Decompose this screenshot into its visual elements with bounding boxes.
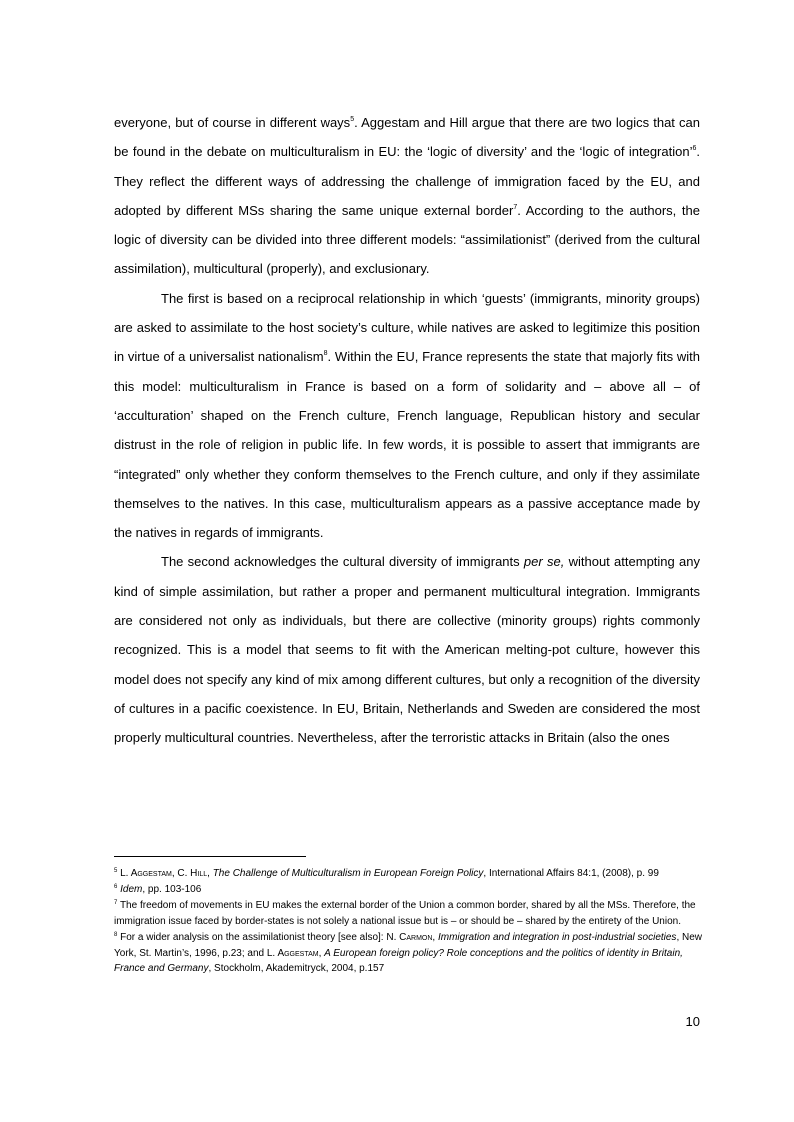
paragraph-3-text-b: without attempting any kind of simple assimilation, but rather a proper and permanent multicultural integration. Immigrants are considered not only as individuals, but there are collective (minority groups) rights commonly recognized. This is a model that seems to fit with the American melting-pot culture, however this model does not specify any kind of mix among different cultures, but only a recognition of the diversity of cultures in a pacific coexistence. In EU, Britain, Netherlands and Sweden are considered the most properly multicultural countries. Nevertheless, after the terroristic attacks in Britain (also the ones: [114, 554, 700, 746]
footnote-ref-5: 5: [350, 116, 355, 123]
paragraph-3-emphasis: per se,: [523, 554, 565, 570]
footnote-separator-text: ,: [318, 947, 325, 959]
footnote-separator-text: ,: [432, 931, 438, 943]
footnote-ref-6: 6: [692, 145, 697, 153]
footnote-number: 7: [114, 899, 118, 906]
footnote-separator-text: ,: [207, 868, 213, 879]
footnote-number: 5: [114, 868, 118, 874]
footnote-title: A European foreign policy? Role conceptions and the politics of identity in Britain, France and Germany: [114, 947, 683, 975]
footnote-authors: L. Aggestam, C. Hill: [120, 868, 208, 879]
footnote-ref-8: 8: [323, 350, 328, 358]
footnote-author: N. Carmon: [386, 931, 433, 943]
footnote-author: L. Aggestam: [266, 947, 319, 959]
paragraph-2: [114, 284, 700, 548]
footnote-text: The freedom of movements in EU makes the external border of the Union a common border, shared by all the MSs. Therefore, the immigration issue faced by border-states is not solely a national issue but is – or should be – shared by the entirety of the Union.: [114, 899, 696, 927]
paragraph-1-text-b: . Aggestam and Hill argue that there are two logics that can be found in the debate on multiculturalism in EU: the ‘logic of diversity’ and the ‘logic of integration’: [114, 115, 700, 160]
paragraph-1-text-d: . According to the authors, the logic of diversity can be divided into three different models: “assimilationist” (derived from the cultural assimilation), multicultural (properly), and exclusionary.: [114, 202, 700, 277]
paragraph-3: [114, 547, 700, 752]
paragraph-2-text-a: The first is based on a reciprocal relationship in which ‘guests’ (immigrants, minority groups) are asked to assimilate to the host society’s culture, while natives are asked to legitimize this position in virtue of a universalist nationalism: [114, 290, 700, 365]
paragraph-2-text-b: . Within the EU, France represents the state that majorly fits with this model: multiculturalism in France is based on a form of solidarity and – above all – of ‘acculturation’ shaped on the French culture, French language, Republican history and secular distrust in the role of religion in public life. In few words, it is possible to assert that immigrants are “integrated” only whether they conform themselves to the French culture, and only if they assimilate themselves to the natives. In this case, multiculturalism appears as a passive acceptance made by the natives in regards of immigrants.: [114, 349, 700, 541]
footnote-title: Immigration and integration in post-industrial societies: [437, 931, 677, 943]
footnote-number: 6: [114, 883, 118, 890]
footnotes: [114, 866, 704, 977]
footnote-8: [114, 930, 704, 978]
footnote-text: , Stockholm, Akademitryck, 2004, p.157: [208, 963, 385, 975]
paragraph-1-text-c: . They reflect the different ways of addressing the challenge of immigration faced by the EU, and adopted by different MSs sharing the same unique external border: [114, 144, 700, 218]
footnote-6: [114, 882, 704, 898]
footnote-7: [114, 898, 704, 930]
body-text: [114, 108, 700, 753]
footnote-text: , International Affairs 84:1, (2008), p. 99: [483, 868, 659, 879]
paragraph-1-text-a: everyone, but of course in different ways: [114, 115, 351, 130]
footnote-title: Idem: [120, 883, 143, 895]
footnote-text: For a wider analysis on the assimilationist theory [see also]:: [120, 931, 387, 943]
footnote-number: 8: [114, 931, 118, 938]
footnote-ref-7: 7: [513, 203, 518, 211]
paragraph-3-text-a: The second acknowledges the cultural diversity of immigrants: [161, 554, 524, 570]
footnote-5: [114, 866, 704, 882]
footnote-text: , pp. 103-106: [142, 883, 202, 895]
footnote-text: , New York, St. Martin’s, 1996, p.23; and: [114, 931, 702, 959]
footnote-title: The Challenge of Multiculturalism in European Foreign Policy: [212, 868, 484, 879]
footnote-separator: [114, 856, 306, 857]
page-number: 10: [685, 1014, 700, 1029]
paragraph-1: [114, 108, 700, 284]
